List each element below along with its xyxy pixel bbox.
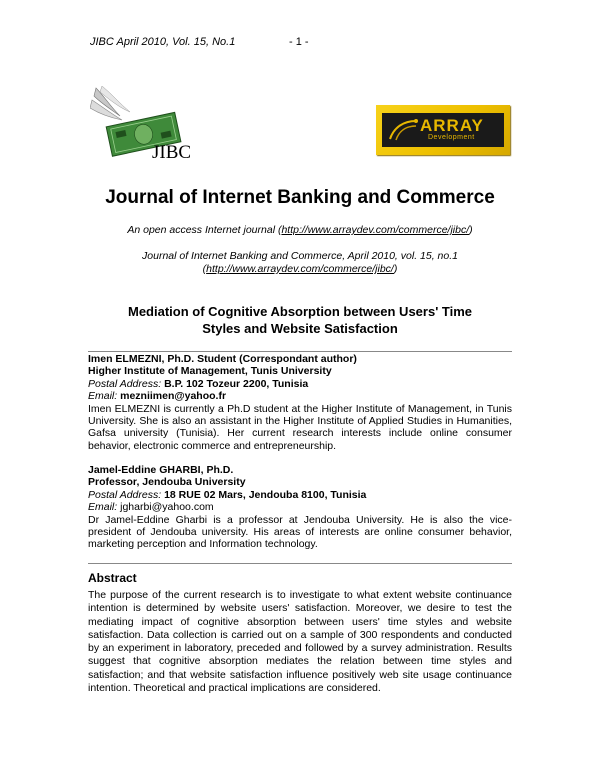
author-affiliation: Professor, Jendouba University: [88, 476, 246, 489]
journal-citation: [0, 250, 600, 276]
address-value: 18 RUE 02 Mars, Jendouba 8100, Tunisia: [164, 488, 367, 501]
address-value: B.P. 102 Tozeur 2200, Tunisia: [164, 377, 309, 390]
author-address: [88, 489, 512, 501]
citation-link-line: [0, 263, 600, 276]
tagline-prefix: An open access Internet journal (: [127, 224, 282, 236]
array-logo-word: ARRAY: [420, 116, 484, 135]
citation-text: Journal of Internet Banking and Commerce, April 2010, vol. 15, no.1: [142, 250, 458, 262]
tagline-suffix: ): [469, 224, 473, 236]
abstract-body: The purpose of the current research is to investigate to what extent website continuance intention is determined by website users' satisfaction. Moreover, we desire to test the mediating impact of cognitive absorption between users' time styles and website satisfaction. Data collection is carried out on a sample of 300 respondents and conducted by an experiment in laboratory, preceded and followed by a survey administration. Results suggest that cognitive absorption mediates the relation between time styles and satisfaction; and that website satisfaction influence positively web site usage continuance intention. Theoretical and practical implications are considered.: [88, 589, 512, 695]
author-block-2: [88, 464, 512, 551]
author-email: [88, 390, 512, 402]
author-email: [88, 501, 512, 513]
array-arc-icon: [388, 117, 418, 143]
array-logo-panel: [382, 113, 504, 147]
author-address: [88, 378, 512, 390]
journal-tagline: [0, 224, 600, 236]
email-label: Email:: [88, 501, 118, 514]
author-bio: Dr Jamel-Eddine Gharbi is a professor at Jendouba University. He is also the vice-president of Jendouba university. His areas of interests are online consumer behavior, marketing perception and Information technology.: [88, 513, 512, 551]
address-label: Postal Address:: [88, 377, 162, 390]
citation-url-link[interactable]: http://www.arraydev.com/commerce/jibc/: [206, 263, 394, 275]
author-affiliation: Higher Institute of Management, Tunis University: [88, 365, 332, 378]
jibc-logo: [90, 86, 202, 164]
abstract-heading: Abstract: [88, 571, 137, 585]
email-value[interactable]: mezniimen@yahoo.fr: [120, 390, 227, 403]
author-name: Imen ELMEZNI, Ph.D. Student (Correspondant author): [88, 353, 357, 365]
author-name: Jamel-Eddine GHARBI, Ph.D.: [88, 464, 234, 476]
email-value[interactable]: jgharbi@yahoo.com: [120, 501, 214, 514]
email-label: Email:: [88, 390, 118, 403]
address-label: Postal Address:: [88, 488, 162, 501]
citation-link-prefix: (: [202, 263, 207, 275]
paper-title-line-1: Mediation of Cognitive Absorption between Users' Time: [127, 304, 473, 319]
array-development-logo: [376, 105, 510, 155]
page-number: - 1 -: [289, 36, 309, 48]
citation-link-suffix: ): [393, 263, 398, 275]
jibc-logo-text: JIBC: [152, 142, 192, 163]
divider-rule: [88, 563, 512, 564]
journal-title: Journal of Internet Banking and Commerce: [105, 187, 495, 208]
paper-title-line-2: Styles and Website Satisfaction: [202, 321, 398, 336]
array-logo-subword: Development: [428, 134, 475, 141]
journal-url-link[interactable]: http://www.arraydev.com/commerce/jibc/: [281, 224, 470, 236]
divider-rule: [88, 351, 512, 352]
author-bio: Imen ELMEZNI is currently a Ph.D student at the Higher Institute of Management, in Tunis University. She is also an assistant in the Higher Institute of Applied Studies in Humanities, Gafsa university (Tunisia). Her current research interests include online consumer behavior, electronic commerce and entrepreneurship.: [88, 402, 512, 452]
running-header: JIBC April 2010, Vol. 15, No.1: [90, 36, 236, 48]
paper-title: [0, 303, 600, 337]
author-block-1: [88, 353, 512, 452]
